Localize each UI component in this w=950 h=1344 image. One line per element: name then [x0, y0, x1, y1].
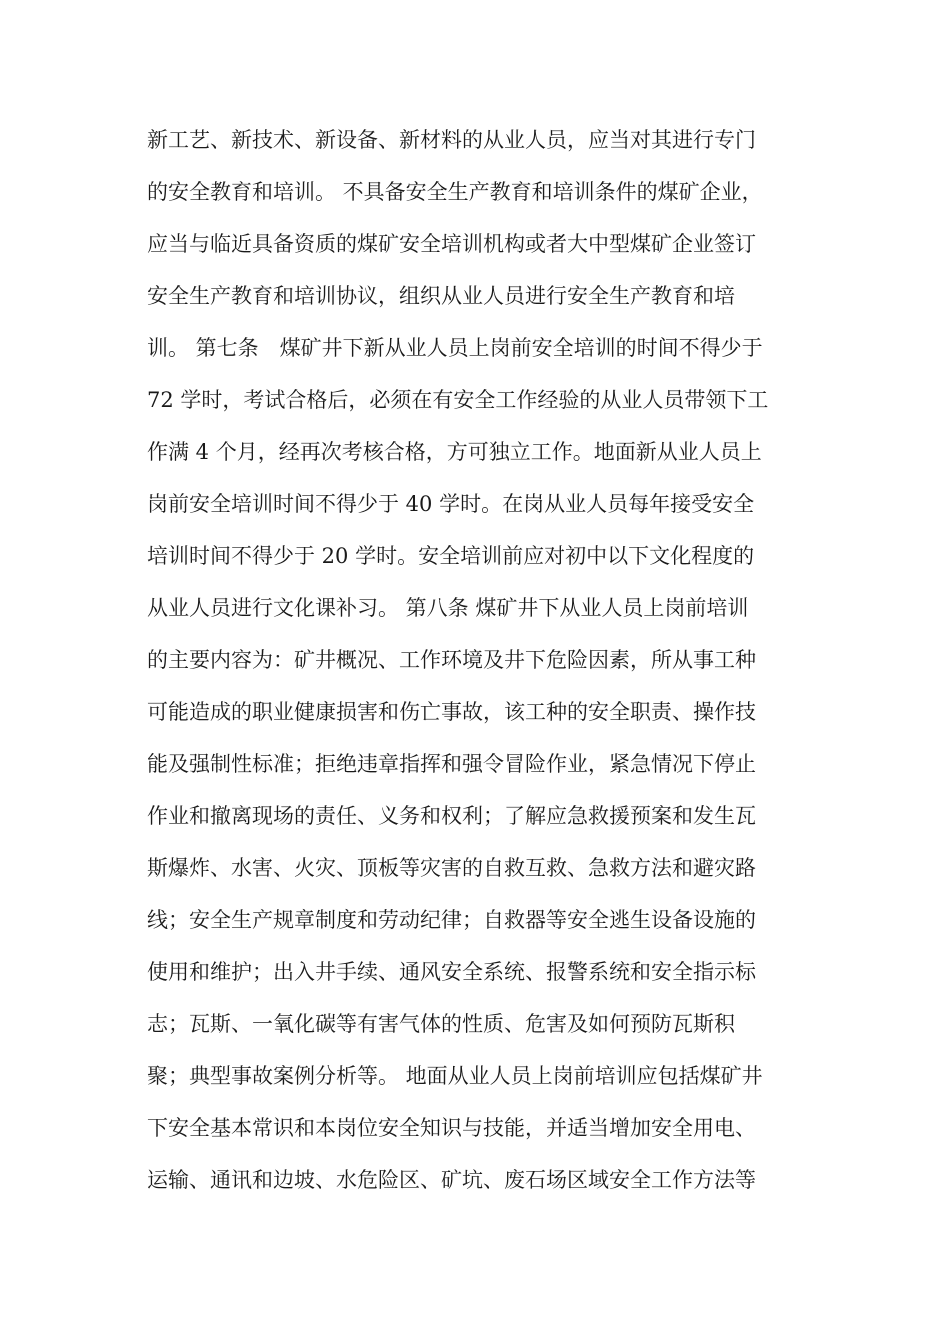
text-line: 下安全基本常识和本岗位安全知识与技能，并适当增加安全用电、: [147, 1116, 756, 1140]
text-line: 作满 4 个月，经再次考核合格，方可独立工作。地面新从业人员上: [147, 440, 762, 464]
text-line: 应当与临近具备资质的煤矿安全培训机构或者大中型煤矿企业签订: [147, 232, 756, 256]
text-line: 新工艺、新技术、新设备、新材料的从业人员，应当对其进行专门: [147, 128, 756, 152]
text-line: 训。 第七条 煤矿井下新从业人员上岗前安全培训的时间不得少于: [147, 336, 763, 360]
text-line: 的主要内容为：矿井概况、工作环境及井下危险因素，所从事工种: [147, 648, 756, 672]
text-line: 志；瓦斯、一氧化碳等有害气体的性质、危害及如何预防瓦斯积: [147, 1012, 735, 1036]
text-line: 使用和维护；出入井手续、通风安全系统、报警系统和安全指示标: [147, 960, 756, 984]
text-line: 聚；典型事故案例分析等。 地面从业人员上岗前培训应包括煤矿井: [147, 1064, 763, 1088]
text-line: 培训时间不得少于 20 学时。安全培训前应对初中以下文化程度的: [147, 544, 755, 568]
document-body-text: [147, 114, 817, 1206]
text-line: 72 学时，考试合格后，必须在有安全工作经验的从业人员带领下工: [147, 388, 769, 412]
text-line: 的安全教育和培训。 不具备安全生产教育和培训条件的煤矿企业，: [147, 180, 763, 204]
text-line: 能及强制性标准；拒绝违章指挥和强令冒险作业，紧急情况下停止: [147, 752, 756, 776]
text-line: 运输、通讯和边坡、水危险区、矿坑、废石场区域安全工作方法等: [147, 1168, 756, 1192]
text-line: 线；安全生产规章制度和劳动纪律；自救器等安全逃生设备设施的: [147, 908, 756, 932]
text-line: 斯爆炸、水害、火灾、顶板等灾害的自救互救、急救方法和避灾路: [147, 856, 756, 880]
text-line: 岗前安全培训时间不得少于 40 学时。在岗从业人员每年接受安全: [147, 492, 755, 516]
text-line: 可能造成的职业健康损害和伤亡事故，该工种的安全职责、操作技: [147, 700, 756, 724]
text-line: 作业和撤离现场的责任、义务和权利；了解应急救援预案和发生瓦: [147, 804, 756, 828]
text-line: 从业人员进行文化课补习。 第八条 煤矿井下从业人员上岗前培训: [147, 596, 749, 620]
text-line: 安全生产教育和培训协议，组织从业人员进行安全生产教育和培: [147, 284, 735, 308]
